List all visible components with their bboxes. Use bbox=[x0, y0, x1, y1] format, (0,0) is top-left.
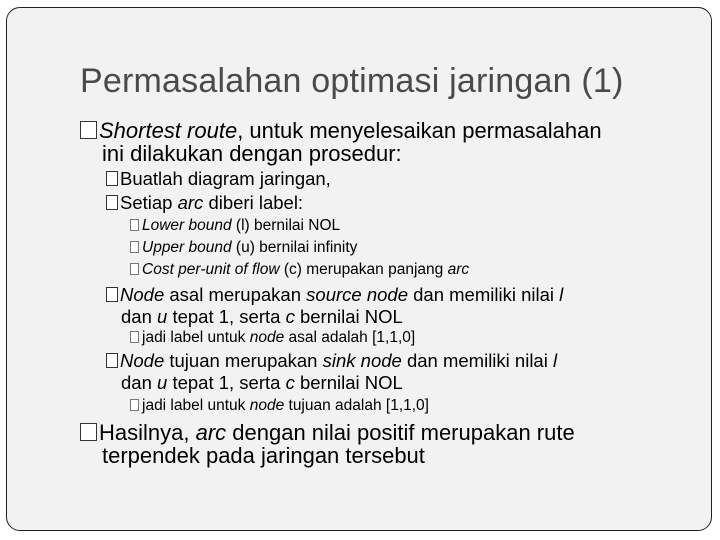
sub-sub-bullet-sink-label: jadi label untuk node tujuan adalah [1,1,0] bbox=[130, 397, 429, 415]
bullet-box-icon bbox=[80, 121, 97, 139]
bullet-box-icon bbox=[130, 241, 139, 253]
bullet-box-icon bbox=[130, 331, 139, 343]
bullet-box-icon bbox=[80, 423, 97, 441]
sub-bullet-source-node: Node asal merupakan source node dan memiliki nilai l bbox=[106, 284, 563, 306]
bullet-box-icon bbox=[130, 219, 139, 231]
bullet-box-icon bbox=[106, 171, 118, 186]
bullet-box-icon bbox=[106, 353, 118, 368]
slide-title: Permasalahan optimasi jaringan (1) bbox=[80, 62, 624, 100]
sub-sub-bullet-upper-bound: Upper bound (u) bernilai infinity bbox=[130, 239, 357, 257]
sub-sub-bullet-cost: Cost per-unit of flow (c) merupakan panjang arc bbox=[130, 261, 469, 279]
sub-bullet-sink-node-line2: dan u tepat 1, serta c bernilai NOL bbox=[121, 372, 403, 393]
sub-sub-bullet-lower-bound: Lower bound (l) bernilai NOL bbox=[130, 217, 340, 235]
bullet-shortest-route: Shortest route, untuk menyelesaikan permasalahan bbox=[80, 118, 602, 144]
sub-bullet-sink-node: Node tujuan merupakan sink node dan memiliki nilai l bbox=[106, 350, 557, 372]
bullet-box-icon bbox=[130, 263, 139, 275]
sub-bullet-label: Setiap arc diberi label: bbox=[106, 192, 303, 214]
sub-bullet-source-node-line2: dan u tepat 1, serta c bernilai NOL bbox=[121, 306, 403, 327]
bullet-result: Hasilnya, arc dengan nilai positif merupakan rute bbox=[80, 420, 575, 446]
bullet-box-icon bbox=[130, 399, 139, 411]
bullet-shortest-route-line2: ini dilakukan dengan prosedur: bbox=[102, 141, 402, 166]
sub-sub-bullet-source-label: jadi label untuk node asal adalah [1,1,0] bbox=[130, 329, 415, 347]
bullet-box-icon bbox=[106, 195, 118, 210]
bullet-result-line2: terpendek pada jaringan tersebut bbox=[102, 443, 425, 468]
sub-bullet-diagram: Buatlah diagram jaringan, bbox=[106, 168, 331, 190]
bullet-box-icon bbox=[106, 287, 118, 302]
